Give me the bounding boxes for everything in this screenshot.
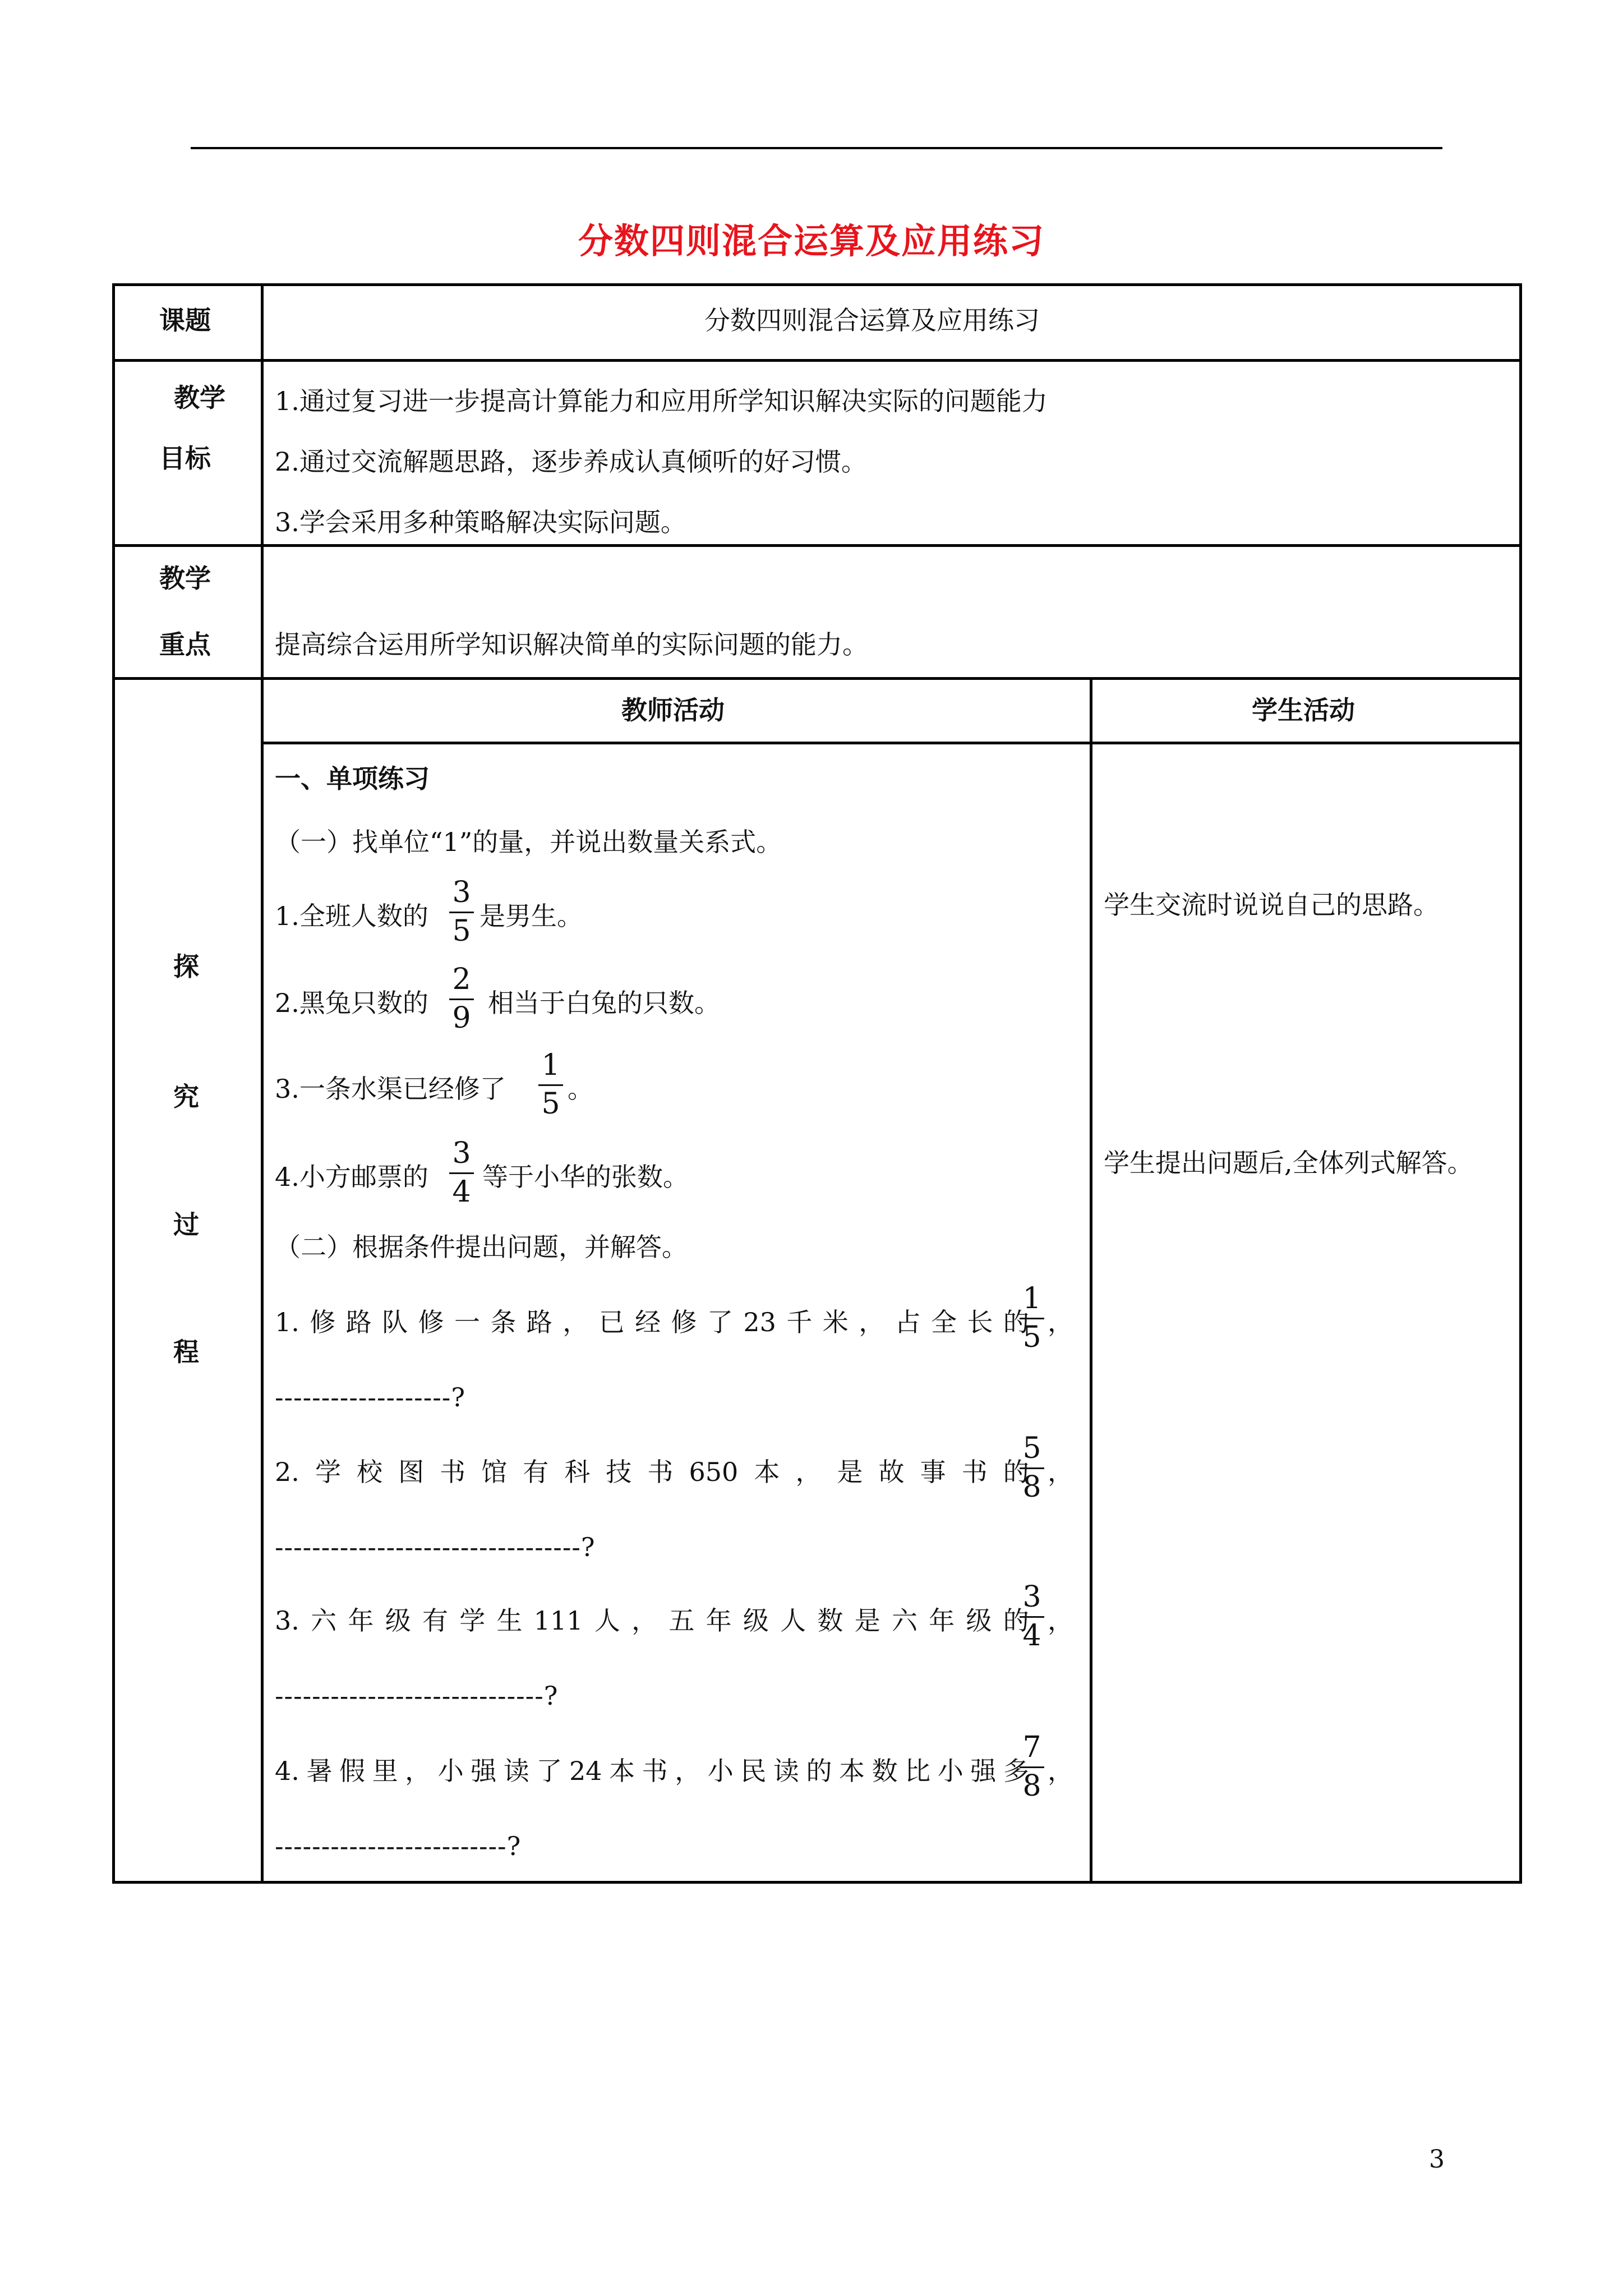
question-line bbox=[275, 1459, 1029, 1485]
question-word: 了 bbox=[707, 1307, 733, 1337]
question-word: 是 bbox=[854, 1605, 880, 1636]
fraction-denominator: 9 bbox=[452, 1001, 471, 1035]
question-word: 读 bbox=[503, 1756, 529, 1786]
table-divider-focus bbox=[112, 677, 1522, 680]
document-title: 分数四则混合运算及应用练习 bbox=[578, 220, 1045, 261]
header-rule bbox=[191, 147, 1442, 149]
topic-label: 课题 bbox=[159, 305, 211, 335]
exercise-text: 是男生。 bbox=[479, 901, 583, 931]
question-word: 已 bbox=[598, 1307, 625, 1337]
subsection-heading: （一）找单位“1”的量，并说出数量关系式。 bbox=[275, 827, 782, 857]
question-word: 故 bbox=[878, 1457, 905, 1487]
question-word: 图 bbox=[398, 1457, 425, 1487]
fraction-denominator: 5 bbox=[1022, 1320, 1041, 1354]
process-label-char: 程 bbox=[173, 1337, 199, 1367]
fraction-numerator: 3 bbox=[452, 1137, 471, 1170]
question-word: 小 bbox=[707, 1756, 734, 1786]
question-line bbox=[275, 1605, 1029, 1636]
fraction bbox=[447, 878, 476, 949]
fraction bbox=[1017, 1434, 1046, 1505]
question-word: 强 bbox=[970, 1756, 997, 1786]
question-comma: ， bbox=[1048, 1307, 1073, 1337]
fraction-numerator: 7 bbox=[1022, 1731, 1041, 1764]
question-word: 650 bbox=[689, 1457, 739, 1487]
question-word: 里 bbox=[372, 1756, 398, 1786]
process-label-char: 过 bbox=[173, 1209, 199, 1240]
answer-blank: -------------------------? bbox=[275, 1831, 522, 1861]
question-word: 本 bbox=[839, 1756, 865, 1786]
exercise-text: 相当于白兔的只数。 bbox=[488, 988, 720, 1018]
fraction bbox=[447, 965, 476, 1036]
question-word: 六 bbox=[311, 1605, 337, 1636]
question-word: 学 bbox=[459, 1605, 486, 1636]
fraction-numerator: 5 bbox=[1022, 1432, 1041, 1465]
question-word: 24 bbox=[569, 1756, 602, 1786]
exercise-text: 3.一条水渠已经修了 bbox=[275, 1074, 506, 1104]
question-word: 多 bbox=[1003, 1756, 1029, 1786]
question-word: 暑 bbox=[306, 1756, 333, 1786]
student-note: 学生提出问题后,全体列式解答。 bbox=[1104, 1148, 1473, 1178]
question-word: 全 bbox=[931, 1307, 957, 1337]
question-word: 书 bbox=[961, 1457, 988, 1487]
question-word: 是 bbox=[837, 1457, 863, 1487]
question-word: 年 bbox=[348, 1605, 374, 1636]
question-word: 数 bbox=[817, 1605, 843, 1636]
question-word: 级 bbox=[385, 1605, 411, 1636]
question-word: 长 bbox=[967, 1307, 993, 1337]
fraction-denominator: 5 bbox=[541, 1087, 560, 1121]
table-border-top bbox=[112, 283, 1522, 286]
teacher-activity-header: 教师活动 bbox=[621, 695, 725, 725]
fraction-numerator: 1 bbox=[541, 1048, 560, 1082]
fraction bbox=[1017, 1733, 1046, 1804]
table-divider-label-column bbox=[261, 283, 264, 1884]
question-word: 的 bbox=[1003, 1457, 1029, 1487]
question-word: 小 bbox=[437, 1756, 464, 1786]
goal-item: 2.通过交流解题思路，逐步养成认真倾听的好习惯。 bbox=[275, 447, 867, 477]
fraction-denominator: 8 bbox=[1022, 1769, 1041, 1803]
table-border-bottom bbox=[112, 1881, 1522, 1884]
goals-label-line1: 教学 bbox=[174, 383, 225, 413]
question-word: 一 bbox=[454, 1307, 480, 1337]
focus-label-line2: 重点 bbox=[159, 629, 211, 660]
fraction-numerator: 3 bbox=[1022, 1580, 1041, 1614]
question-word: 4. bbox=[275, 1756, 299, 1786]
answer-blank: ---------------------------------? bbox=[275, 1532, 596, 1562]
question-word: 书 bbox=[440, 1457, 466, 1487]
goals-label-line2: 目标 bbox=[159, 443, 211, 473]
question-word: 小 bbox=[937, 1756, 963, 1786]
fraction bbox=[447, 1139, 476, 1210]
exercise-text: 。 bbox=[568, 1074, 593, 1104]
table-border-right bbox=[1519, 283, 1522, 1884]
section-heading: 一、单项练习 bbox=[275, 763, 430, 794]
question-word: 书 bbox=[642, 1756, 668, 1786]
question-word: 的 bbox=[1003, 1307, 1029, 1337]
answer-blank: -------------------? bbox=[275, 1382, 465, 1412]
fraction-numerator: 2 bbox=[452, 963, 471, 996]
question-word: 的 bbox=[1003, 1605, 1029, 1636]
question-word: 111 bbox=[533, 1605, 583, 1636]
question-line bbox=[275, 1309, 1029, 1335]
fraction bbox=[1017, 1284, 1046, 1355]
question-word: 队 bbox=[382, 1307, 408, 1337]
question-word: 民 bbox=[740, 1756, 767, 1786]
fraction bbox=[536, 1048, 565, 1122]
question-word: 书 bbox=[647, 1457, 674, 1487]
student-activity-header: 学生活动 bbox=[1252, 695, 1355, 725]
question-word: 人 bbox=[594, 1605, 620, 1636]
fraction-numerator: 3 bbox=[452, 876, 471, 909]
question-word: 修 bbox=[418, 1307, 444, 1337]
question-word: ， bbox=[675, 1756, 701, 1786]
question-word: 本 bbox=[609, 1756, 635, 1786]
question-word: ， bbox=[859, 1307, 885, 1337]
question-word: 修 bbox=[671, 1307, 697, 1337]
question-word: 科 bbox=[564, 1457, 591, 1487]
question-word: 数 bbox=[872, 1756, 898, 1786]
question-word: 六 bbox=[891, 1605, 917, 1636]
goal-item: 1.通过复习进一步提高计算能力和应用所学知识解决实际的问题能力 bbox=[275, 386, 1048, 416]
question-word: 人 bbox=[780, 1605, 806, 1636]
question-word: 23 bbox=[743, 1307, 776, 1337]
focus-label-line1: 教学 bbox=[159, 563, 211, 593]
table-divider-activity-header bbox=[261, 742, 1522, 744]
exercise-text: 1.全班人数的 bbox=[275, 901, 428, 931]
question-word: 千 bbox=[786, 1307, 813, 1337]
table-divider-goals bbox=[112, 544, 1522, 547]
question-word: ， bbox=[631, 1605, 658, 1636]
question-word: 占 bbox=[895, 1307, 921, 1337]
question-word: 了 bbox=[536, 1756, 562, 1786]
subsection-heading: （二）根据条件提出问题，并解答。 bbox=[275, 1232, 688, 1262]
question-word: 读 bbox=[773, 1756, 799, 1786]
question-word: 年 bbox=[929, 1605, 955, 1636]
question-word: 级 bbox=[966, 1605, 992, 1636]
student-note: 学生交流时说说自己的思路。 bbox=[1104, 890, 1439, 920]
fraction-denominator: 4 bbox=[1022, 1619, 1041, 1653]
table-border-left bbox=[112, 283, 115, 1884]
question-word: 修 bbox=[310, 1307, 336, 1337]
fraction-denominator: 8 bbox=[1022, 1470, 1041, 1504]
question-word: 的 bbox=[806, 1756, 832, 1786]
question-word: 馆 bbox=[481, 1457, 508, 1487]
answer-blank: -----------------------------? bbox=[275, 1681, 559, 1711]
question-word: 路 bbox=[526, 1307, 552, 1337]
question-word: ， bbox=[795, 1457, 822, 1487]
question-word: 有 bbox=[422, 1605, 448, 1636]
question-comma: ， bbox=[1048, 1457, 1073, 1487]
fraction bbox=[1017, 1582, 1046, 1654]
question-word: 假 bbox=[339, 1756, 366, 1786]
process-label-char: 究 bbox=[173, 1082, 199, 1112]
question-word: 米 bbox=[822, 1307, 849, 1337]
topic-value: 分数四则混合运算及应用练习 bbox=[704, 305, 1040, 335]
question-word: 技 bbox=[606, 1457, 632, 1487]
exercise-text: 2.黑兔只数的 bbox=[275, 988, 428, 1018]
fraction-denominator: 4 bbox=[452, 1175, 471, 1209]
question-word: ， bbox=[405, 1756, 431, 1786]
page-number: 3 bbox=[1429, 2145, 1445, 2174]
fraction-numerator: 1 bbox=[1022, 1282, 1041, 1315]
question-word: 强 bbox=[471, 1756, 497, 1786]
question-word: 事 bbox=[920, 1457, 946, 1487]
question-word: 校 bbox=[357, 1457, 383, 1487]
table-divider-topic bbox=[112, 359, 1522, 362]
question-word: 1. bbox=[275, 1307, 299, 1337]
question-word: 五 bbox=[668, 1605, 695, 1636]
question-word: 学 bbox=[315, 1457, 341, 1487]
question-word: 本 bbox=[754, 1457, 780, 1487]
exercise-text: 等于小华的张数。 bbox=[482, 1162, 689, 1192]
exercise-text: 4.小方邮票的 bbox=[275, 1162, 428, 1192]
question-word: ， bbox=[562, 1307, 589, 1337]
question-word: 经 bbox=[635, 1307, 661, 1337]
question-word: 条 bbox=[490, 1307, 517, 1337]
fraction-denominator: 5 bbox=[452, 914, 471, 948]
question-word: 年 bbox=[706, 1605, 732, 1636]
focus-value: 提高综合运用所学知识解决简单的实际问题的能力。 bbox=[275, 629, 868, 660]
question-word: 路 bbox=[345, 1307, 372, 1337]
question-comma: ， bbox=[1048, 1756, 1073, 1786]
question-comma: ， bbox=[1048, 1605, 1073, 1636]
question-word: 生 bbox=[496, 1605, 523, 1636]
process-label-char: 探 bbox=[173, 951, 199, 982]
question-word: 级 bbox=[743, 1605, 769, 1636]
question-word: 有 bbox=[523, 1457, 549, 1487]
goal-item: 3.学会采用多种策略解决实际问题。 bbox=[275, 507, 686, 537]
question-word: 3. bbox=[275, 1605, 299, 1636]
question-line bbox=[275, 1758, 1029, 1784]
table-divider-student-column bbox=[1090, 677, 1092, 1884]
question-word: 2. bbox=[275, 1457, 299, 1487]
question-word: 比 bbox=[905, 1756, 931, 1786]
